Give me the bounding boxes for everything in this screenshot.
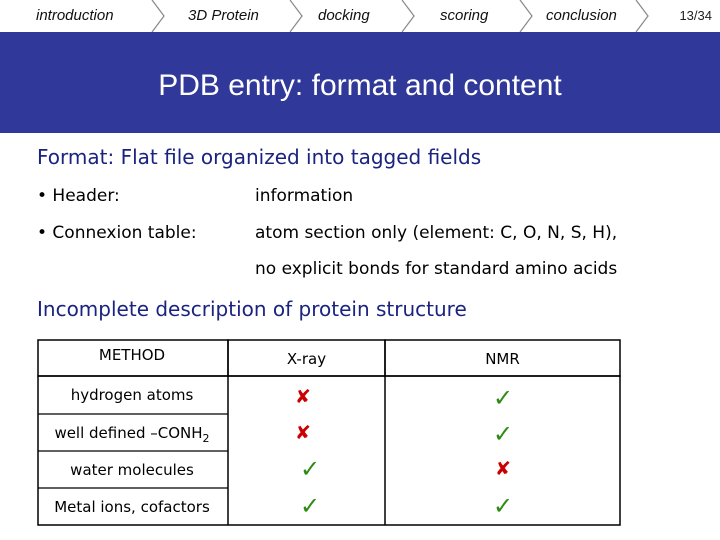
connexion-bullet-value-2: no explicit bonds for standard amino acids bbox=[255, 259, 618, 279]
incomplete-heading: Incomplete description of protein structure bbox=[37, 297, 467, 321]
nav-item-scoring[interactable]: scoring bbox=[440, 7, 489, 24]
nav-item-3d-protein[interactable]: 3D Protein bbox=[188, 7, 259, 24]
title-band bbox=[0, 32, 720, 133]
header-bullet-label: • Header: bbox=[37, 186, 120, 206]
check-icon: ✓ bbox=[492, 420, 514, 448]
table-header-nmr: NMR bbox=[485, 350, 520, 368]
cross-icon: ✘ bbox=[495, 458, 511, 480]
table-header-method: METHOD bbox=[98, 346, 166, 364]
nav-arrow-icon bbox=[518, 0, 534, 32]
nav-arrow-icon bbox=[288, 0, 304, 32]
check-icon: ✓ bbox=[492, 384, 514, 412]
nav-item-docking[interactable]: docking bbox=[318, 7, 370, 24]
connexion-bullet-value: atom section only (element: C, O, N, S, H), bbox=[255, 223, 618, 243]
nav-arrow-icon bbox=[400, 0, 416, 32]
slide-number: 13/34 bbox=[679, 8, 712, 23]
nav-item-conclusion[interactable]: conclusion bbox=[546, 7, 617, 24]
check-icon: ✓ bbox=[299, 455, 321, 483]
table-header-xray: X-ray bbox=[286, 350, 327, 368]
nav-bar bbox=[0, 0, 720, 32]
row-label-metal-ions: Metal ions, cofactors bbox=[54, 498, 210, 516]
check-icon: ✓ bbox=[492, 492, 514, 520]
cross-icon: ✘ bbox=[295, 386, 311, 408]
format-heading: Format: Flat file organized into tagged fields bbox=[37, 145, 482, 169]
row-label-conh2: well defined $-CONH_2$ bbox=[54, 424, 210, 445]
nav-item-introduction[interactable]: introduction bbox=[36, 7, 114, 24]
slide-title: PDB entry: format and content bbox=[158, 69, 562, 102]
row-label-hydrogen-atoms: hydrogen atoms bbox=[70, 386, 194, 404]
row-label-water-molecules: water molecules bbox=[70, 461, 194, 479]
check-icon: ✓ bbox=[299, 492, 321, 520]
cross-icon: ✘ bbox=[295, 422, 311, 444]
nav-arrow-icon bbox=[150, 0, 166, 32]
nav-arrow-icon bbox=[634, 0, 650, 32]
connexion-bullet-label: • Connexion table: bbox=[37, 223, 197, 243]
header-bullet-value: information bbox=[255, 186, 354, 206]
